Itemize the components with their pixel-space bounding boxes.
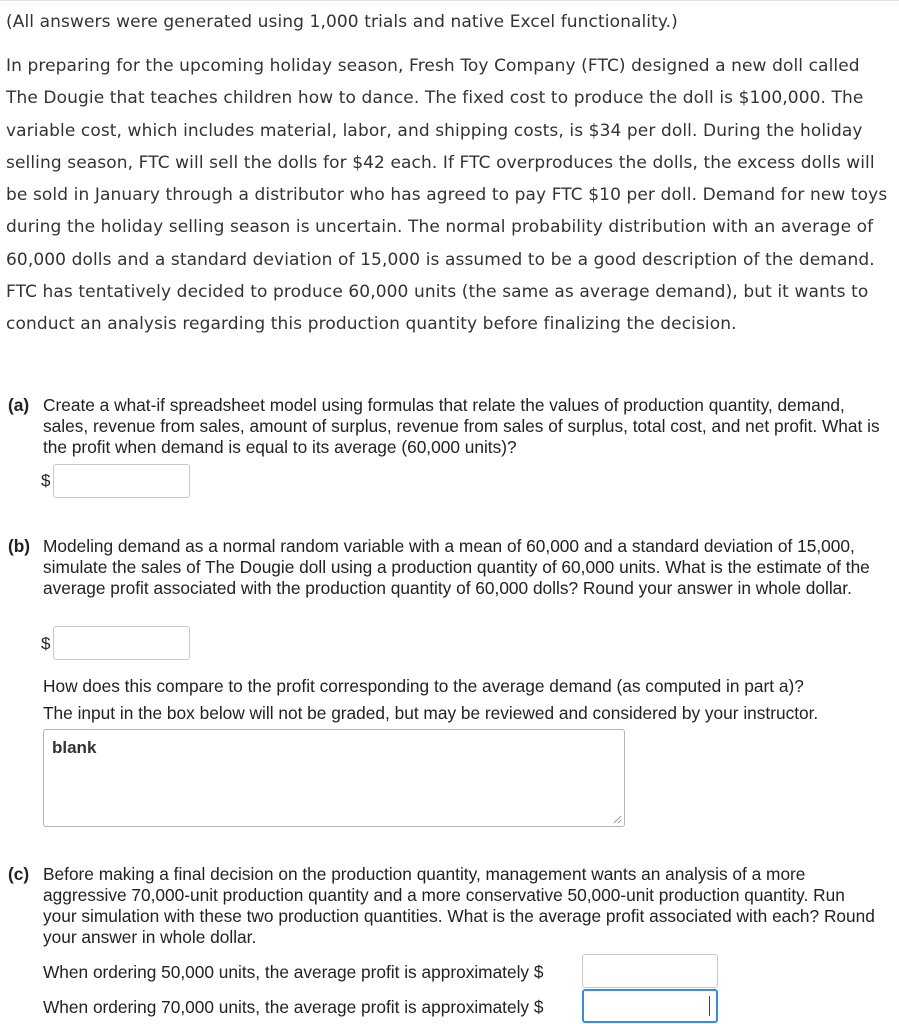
problem-statement: In preparing for the upcoming holiday season, Fresh Toy Company (FTC) designed a new doll called The Dougie that teaches children how to dance. The fixed cost to produce the doll is $100,000. The variable cost, which includes material, labor, and shipping costs, is $34 per doll. During the holiday selling season, FTC will sell the dolls for $42 each. If FTC overproduces the dolls, the excess dolls will be sold in January through a distributor who has agreed to pay FTC $10 per doll. Demand for new toys during the holiday selling season is uncertain. The normal probability distribution with an average of 60,000 dolls and a standard deviation of 15,000 is assumed to be a good description of the demand. FTC has tentatively decided to produce 60,000 units (the same as average demand), but it wants to conduct an analysis regarding this production quantity before finalizing the decision. bbox=[6, 56, 888, 335]
part-c-question: Before making a final decision on the production quantity, management wants an analysis of a more aggressive 70,000-unit production quantity and a more conservative 50,000-unit production quantity. Run your simulation with these two production quantities. What is the average profit associated with each? Round your answer in whole dollar. bbox=[43, 864, 875, 947]
order-50k-currency: $ bbox=[533, 962, 544, 982]
order-70k-label bbox=[43, 996, 544, 1018]
part-b-question: Modeling demand as a normal random variable with a mean of 60,000 and a standard deviation of 15,000, simulate the sales of The Dougie doll using a production quantity of 60,000 units. What is the estimate of the average profit associated with the production quantity of 60,000 dolls? Round your answer in whole dollar. bbox=[43, 536, 870, 598]
part-a-currency: $ bbox=[41, 471, 51, 490]
part-a-profit-input[interactable] bbox=[53, 464, 190, 498]
part-b-currency: $ bbox=[41, 634, 51, 653]
part-b-label: (b) bbox=[8, 536, 31, 556]
order-50k-label bbox=[43, 961, 544, 983]
part-b-comparison-textarea[interactable] bbox=[43, 729, 625, 827]
order-50k-profit-input[interactable] bbox=[582, 954, 718, 988]
order-70k-profit-input[interactable] bbox=[582, 989, 718, 1023]
order-70k-currency: $ bbox=[533, 997, 544, 1017]
text-caret bbox=[709, 996, 710, 1016]
part-b-grading-note: The input in the box below will not be graded, but may be reviewed and considered by your instructor. bbox=[43, 703, 819, 723]
top-divider bbox=[0, 0, 899, 1]
trials-note: (All answers were generated using 1,000 trials and native Excel functionality.) bbox=[6, 12, 678, 32]
order-50k-text: When ordering 50,000 units, the average profit is approximately bbox=[43, 962, 530, 982]
order-70k-text: When ordering 70,000 units, the average profit is approximately bbox=[43, 997, 530, 1017]
part-b-average-profit-input[interactable] bbox=[53, 626, 190, 660]
part-b-comparison-text: blank bbox=[52, 738, 97, 757]
part-a-label: (a) bbox=[8, 395, 30, 415]
part-a-question: Create a what-if spreadsheet model using formulas that relate the values of production quantity, demand, sales, revenue from sales, amount of surplus, revenue from sales of surplus, total cost, and net profit. What is the profit when demand is equal to its average (60,000 units)? bbox=[43, 395, 880, 457]
part-b-compare-question: How does this compare to the profit corresponding to the average demand (as computed in part a)? bbox=[43, 676, 804, 696]
part-c-label: (c) bbox=[8, 864, 30, 884]
resize-handle-icon[interactable] bbox=[612, 814, 622, 824]
